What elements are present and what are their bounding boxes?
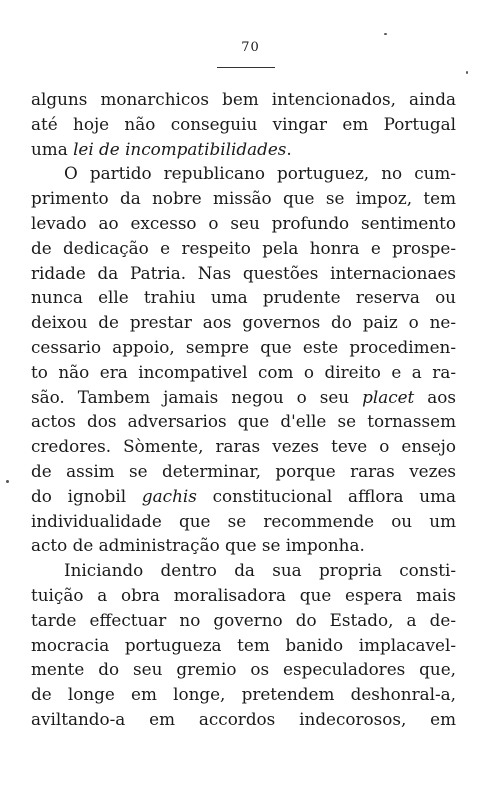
page-number: 70: [241, 40, 260, 55]
text-block: [31, 87, 456, 732]
italic-term: gachis: [141, 485, 197, 506]
text-line: Iniciando dentro da sua propria consti-: [64, 560, 456, 581]
text-line: de dedicação e respeito pela honra e prospe-: [31, 237, 456, 258]
text-line: individualidade que se recommende ou um: [31, 510, 456, 531]
header-rule: [217, 67, 275, 68]
text-segment: constitucional afflora uma: [196, 485, 456, 506]
text-line: até hoje não conseguiu vingar em Portugal: [31, 113, 456, 134]
text-line: credores. Sòmente, raras vezes teve o ensejo: [31, 436, 456, 457]
italic-term: lei de incompatibilidades: [73, 138, 287, 159]
text-line: alguns monarchicos bem intencionados, ainda: [31, 89, 456, 109]
text-line: tuição a obra moralisadora que espera mais: [31, 584, 456, 605]
text-line: O partido republicano portuguez, no cum-: [64, 163, 456, 184]
text-line: primento da nobre missão que se impoz, tem: [31, 188, 456, 209]
text-segment: são. Tambem jamais negou o seu: [31, 386, 363, 407]
italic-term: placet: [362, 386, 415, 407]
text-line: de assim se determinar, porque raras vezes: [31, 460, 456, 481]
text-segment: do ignobil: [31, 485, 142, 506]
text-line: deixou de prestar aos governos do paiz o ne-: [31, 312, 456, 333]
print-speck: [6, 480, 9, 483]
text-line: mente do seu gremio os especuladores que,: [31, 659, 456, 680]
text-segment: aos: [414, 386, 456, 407]
text-line: [31, 385, 456, 410]
text-line: levado ao excesso o seu profundo sentimento: [31, 212, 456, 233]
text-line: to não era incompativel com o direito e a ra-: [31, 361, 456, 382]
text-segment: .: [286, 138, 292, 159]
text-line: cessario appoio, sempre que este procedimen-: [31, 336, 456, 357]
text-line: nunca elle trahiu uma prudente reserva ou: [31, 287, 456, 308]
text-line: mocracia portugueza tem banido implacavel-: [31, 634, 456, 655]
text-line: [31, 484, 456, 509]
text-line: ridade da Patria. Nas questões internacionaes: [31, 262, 456, 283]
text-line: [31, 137, 456, 162]
text-line: aviltando-a em accordos indecorosos, em: [31, 708, 456, 729]
print-speck: [466, 71, 468, 74]
text-segment: uma: [31, 138, 74, 159]
text-line: acto de administração que se imponha.: [31, 535, 365, 556]
text-line: tarde effectuar no governo do Estado, a de-: [31, 609, 456, 630]
text-line: de longe em longe, pretendem deshonral-a,: [31, 684, 456, 705]
text-line: actos dos adversarios que d'elle se tornassem: [31, 411, 456, 432]
print-speck: [384, 33, 387, 35]
